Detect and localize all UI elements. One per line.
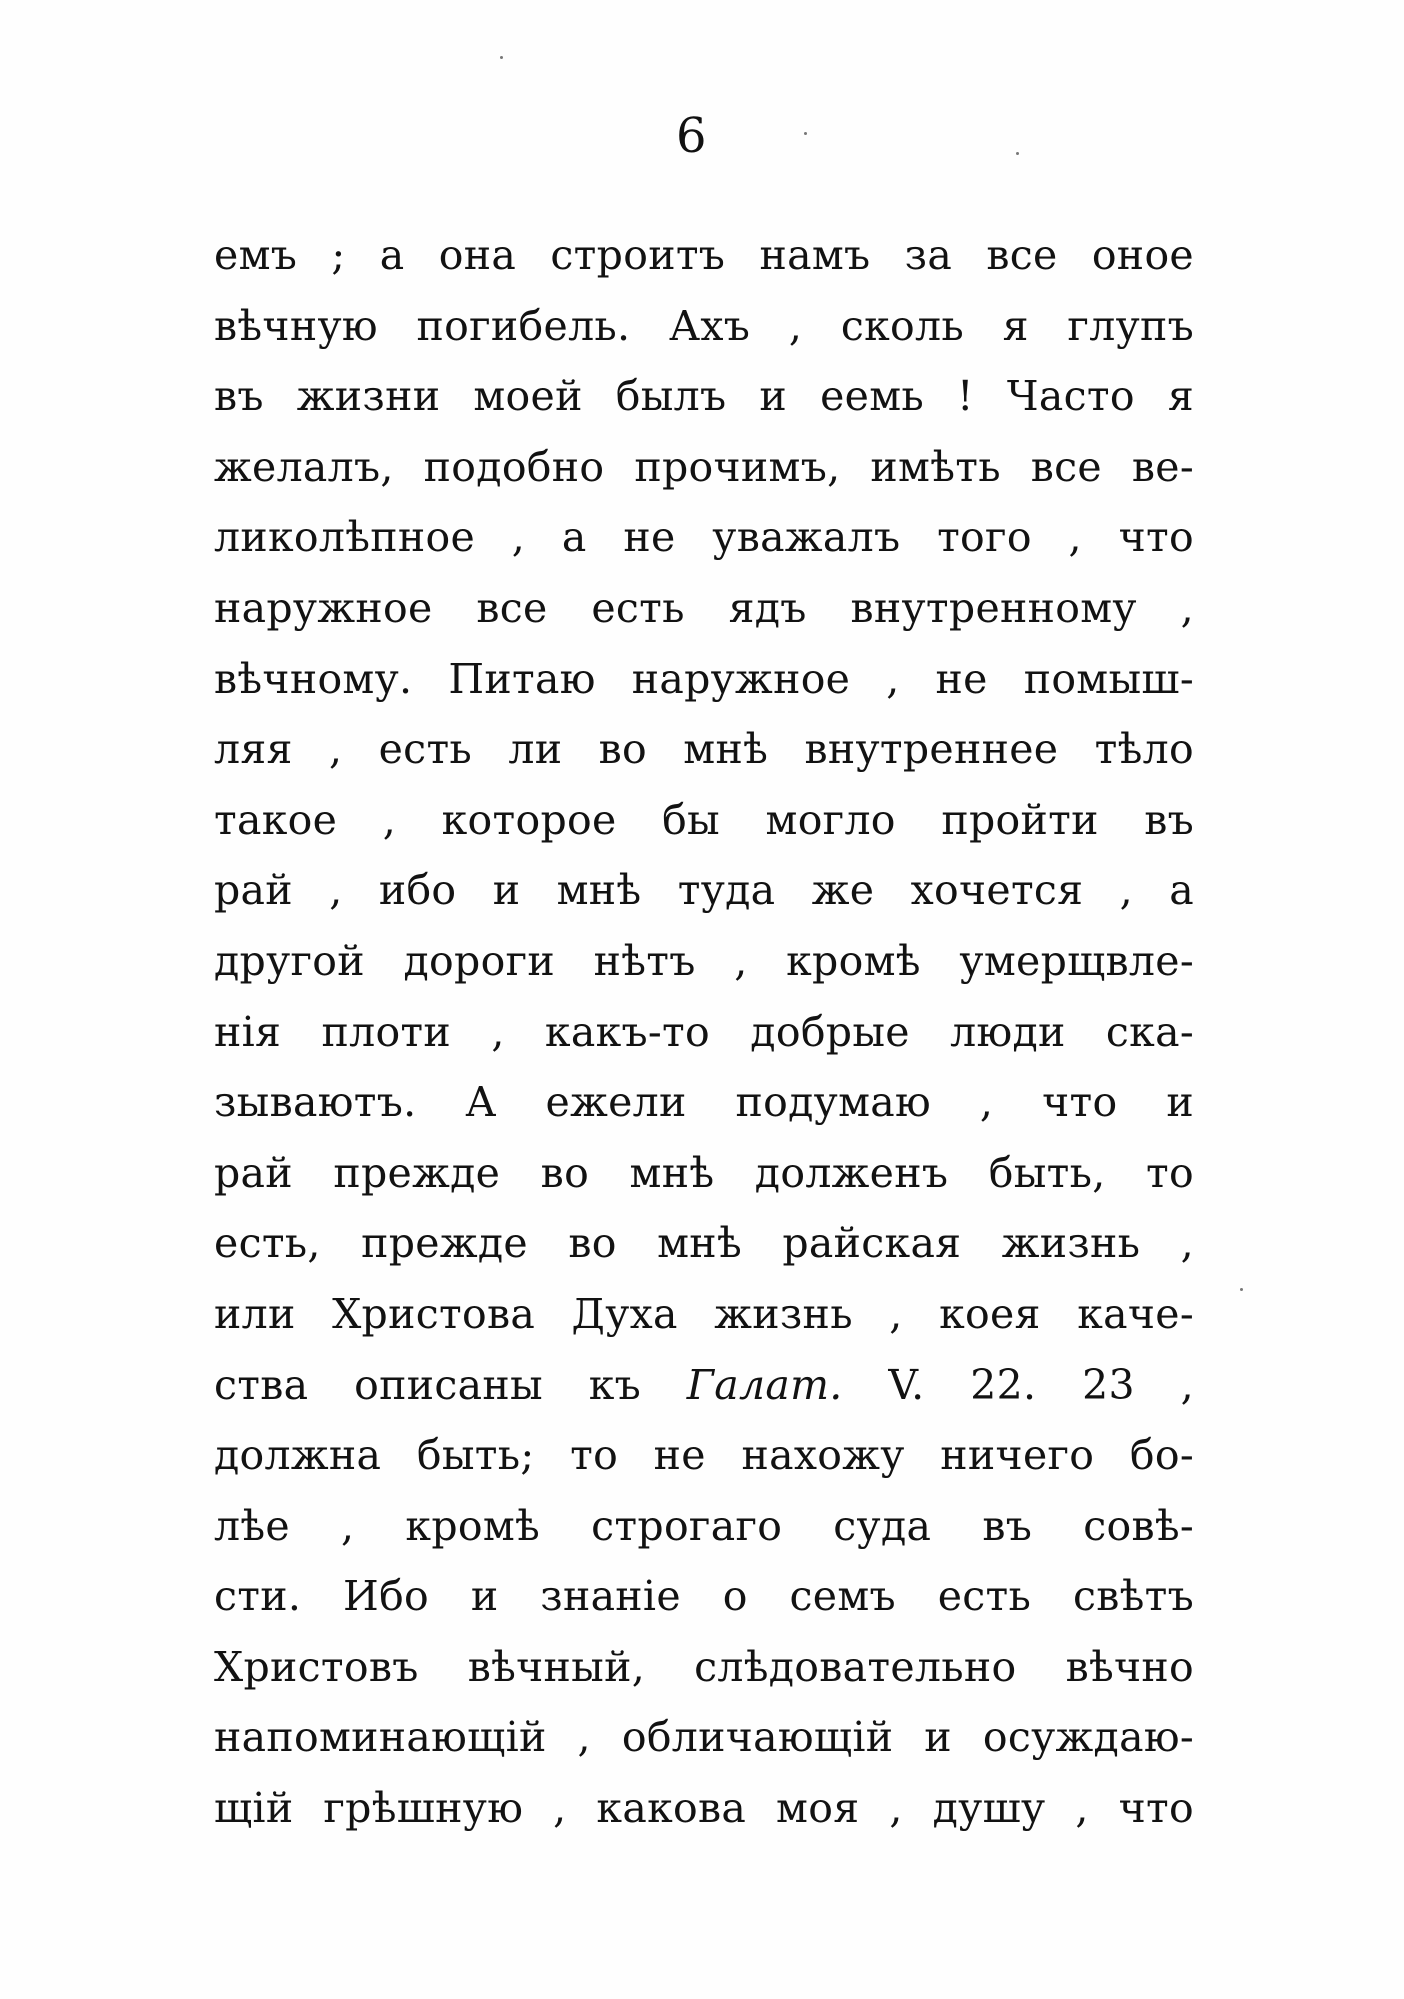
scan-speck (500, 56, 503, 59)
text-line: щій грѣшную , какова моя , душу , что (214, 1784, 1194, 1833)
body-text (214, 220, 1194, 1844)
text-line: ликолѣпное , а не уважалъ того , что (214, 513, 1194, 562)
scan-speck (1240, 1288, 1243, 1291)
scan-speck (1016, 152, 1019, 155)
text-line: наружное все есть ядъ внутренному , (214, 583, 1194, 632)
text-line: другой дороги нѣтъ , кромѣ умерщвле- (214, 936, 1194, 985)
text-line: рай , ибо и мнѣ туда же хочется , а (214, 866, 1194, 915)
text-line: такое , которое бы могло пройти въ (214, 795, 1194, 844)
text-line: ляя , есть ли во мнѣ внутреннее тѣло (214, 725, 1194, 774)
text-line: емъ ; а она строитъ намъ за все оное (214, 231, 1194, 279)
text-line: сти. Ибо и знаніе о семъ есть свѣтъ (214, 1572, 1194, 1621)
text-line: Христовъ вѣчный, слѣдовательно вѣчно (214, 1642, 1194, 1691)
text-line: лѣе , кромѣ строгаго суда въ совѣ- (214, 1501, 1194, 1550)
text-line: есть, прежде во мнѣ райская жизнь , (214, 1219, 1194, 1268)
citation-italic: Галат. (686, 1360, 843, 1409)
text-line: нія плоти , какъ-то добрые люди ска- (214, 1007, 1194, 1056)
text-line: вѣчную погибель. Ахъ , сколь я глупъ (214, 301, 1194, 350)
text-line: вѣчному. Питаю наружное , не помыш- (214, 654, 1194, 703)
page-number: 6 (676, 108, 707, 164)
text-line: ства описаны къ Галат. V. 22. 23 , (214, 1360, 1194, 1409)
text-line: зываютъ. А ежели подумаю , что и (214, 1078, 1194, 1127)
text-line: рай прежде во мнѣ долженъ быть, то (214, 1148, 1194, 1197)
text-line: напоминающій , обличающій и осуждаю- (214, 1713, 1194, 1762)
scan-speck (804, 132, 807, 135)
text-line: должна быть; то не нахожу ничего бо- (214, 1431, 1194, 1480)
text-line: или Христова Духа жизнь , коея каче- (214, 1289, 1194, 1338)
text-line: въ жизни моей былъ и еемь ! Часто я (214, 372, 1194, 421)
text-line: желалъ, подобно прочимъ, имѣть все ве- (214, 442, 1194, 491)
